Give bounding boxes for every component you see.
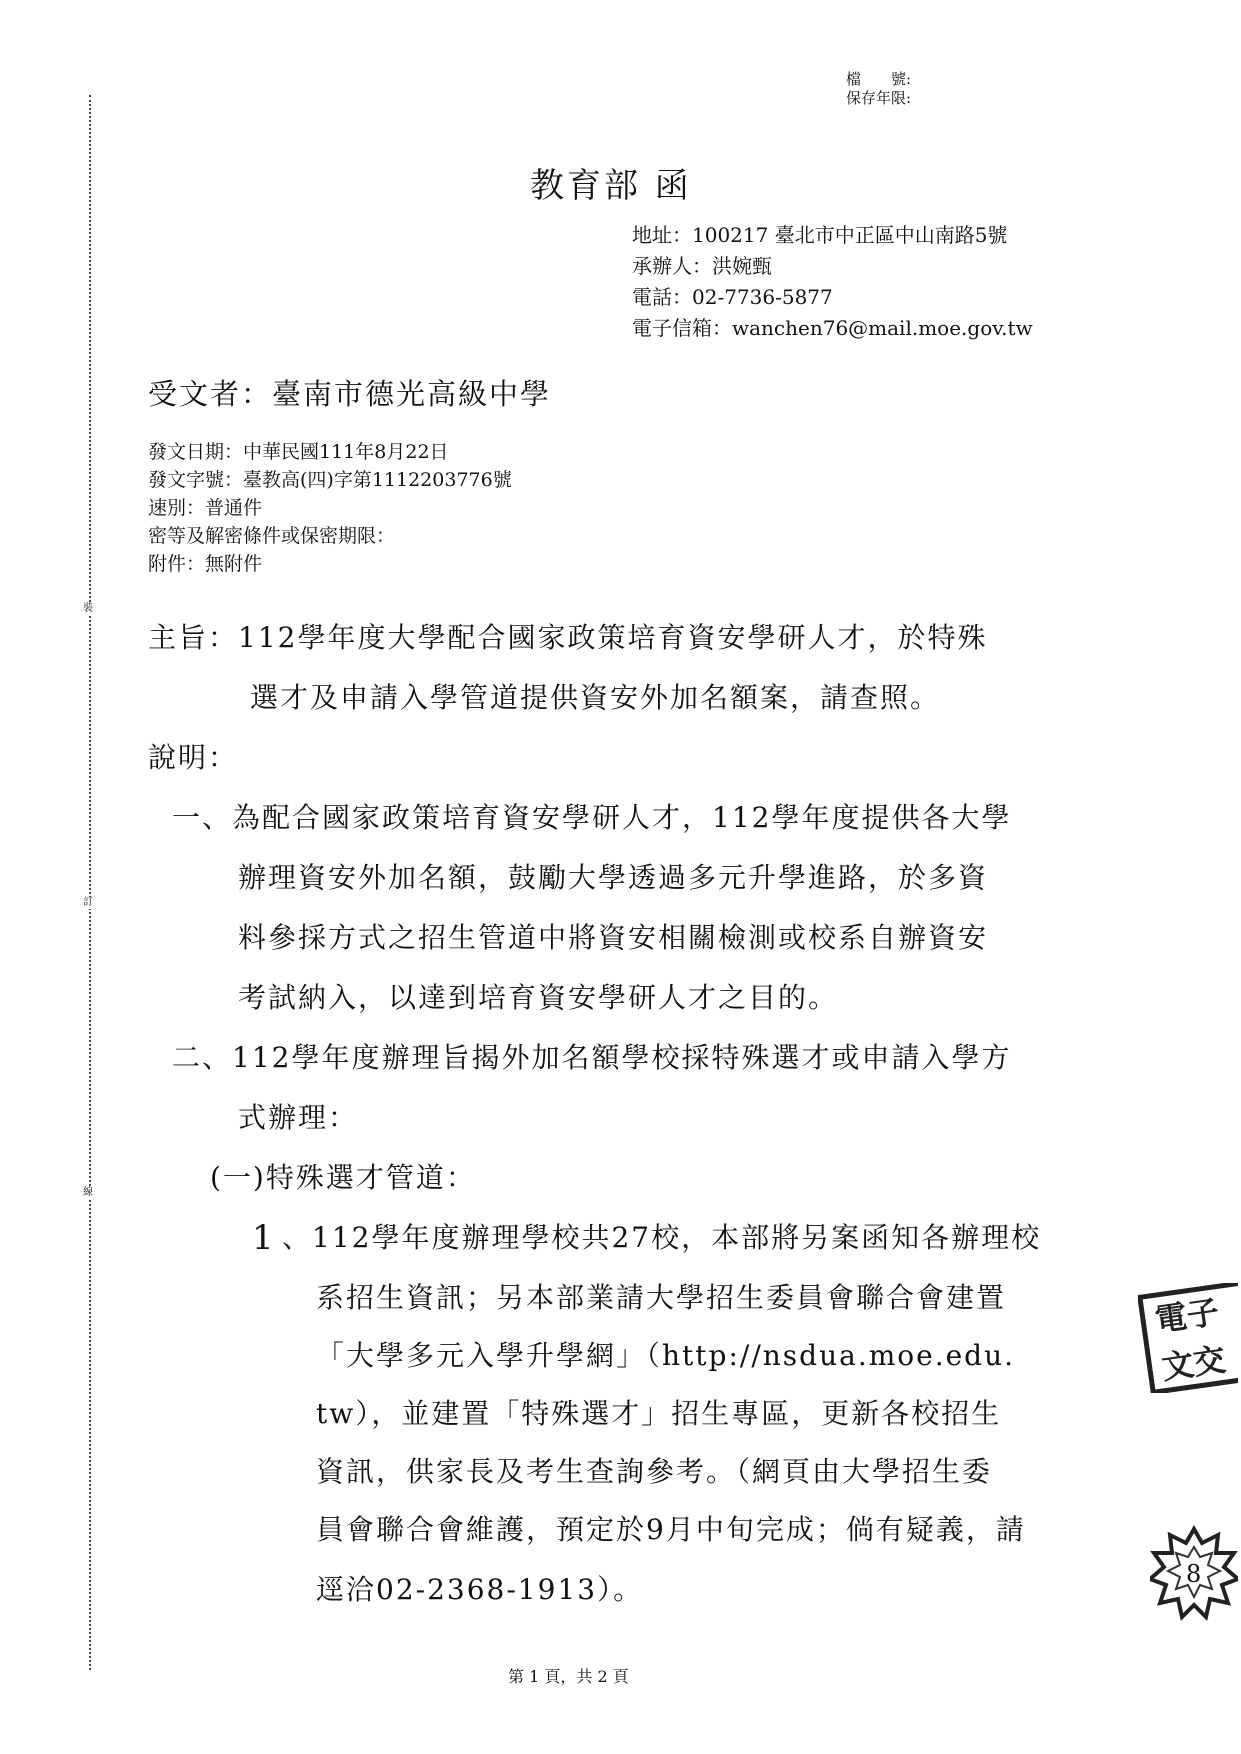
document-number: 發文字號：臺教高(四)字第1112203776號	[148, 469, 512, 491]
binding-mark-zhuang: 裝	[83, 603, 93, 614]
item-1-line-4: 考試納入，以達到培育資安學研人才之目的。	[238, 981, 839, 1014]
electronic-seal-stamp	[1138, 1283, 1238, 1393]
point-1-number: 1	[252, 1218, 276, 1258]
address: 地址：100217 臺北市中正區中山南路5號	[632, 223, 1008, 247]
contact-block	[632, 220, 1033, 344]
explanation-label: 說明：	[148, 741, 239, 774]
document-title: 教育部 函	[530, 166, 692, 206]
page-footer: 第 1 頁，共 2 頁	[508, 1667, 629, 1686]
point-1-line-4: tw），並建置「特殊選才」招生專區，更新各校招生	[316, 1397, 1002, 1430]
binding-line	[83, 95, 94, 1670]
phone: 電話：02-7736-5877	[632, 285, 833, 309]
point-1-line-6: 員會聯合會維護，預定於9月中旬完成；倘有疑義，請	[316, 1513, 1026, 1546]
svg-text:電子: 電子	[1152, 1292, 1222, 1340]
recipient: 受文者：臺南市德光高級中學	[148, 377, 552, 411]
page-mark: 8	[1186, 1560, 1202, 1588]
item-1-line-2: 辦理資安外加名額，鼓勵大學透過多元升學進路，於多資	[238, 861, 989, 894]
item-2-line-1: 二、112學年度辦理旨揭外加名額學校採特殊選才或申請入學方	[172, 1041, 1012, 1074]
speed-class: 速別：普通件	[148, 497, 263, 519]
email: 電子信箱：wanchen76@mail.moe.gov.tw	[632, 316, 1033, 340]
secrecy-level: 密等及解密條件或保密期限：	[148, 525, 396, 547]
point-1-line-3: 「大學多元入學升學網」（http://nsdua.moe.edu.	[316, 1339, 1016, 1372]
point-1-line-7: 逕洽02-2368-1913）。	[316, 1573, 644, 1606]
svg-text:文交: 文交	[1159, 1340, 1228, 1387]
sub-item-1-label: (一)特殊選才管道：	[210, 1161, 476, 1194]
binding-mark-ding: 訂	[83, 897, 93, 908]
item-1-line-1: 一、為配合國家政策培育資安學研人才，112學年度提供各大學	[172, 801, 1012, 834]
retention-period-label: 保存年限:	[846, 89, 912, 107]
binding-dotted-line	[89, 95, 91, 1670]
issue-date: 發文日期：中華民國111年8月22日	[148, 441, 449, 463]
point-1-line-2: 系招生資訊；另本部業請大學招生委員會聯合會建置	[316, 1281, 1007, 1314]
file-number-label: 檔 號:	[846, 70, 912, 88]
binding-mark-xian: 線	[83, 1187, 93, 1198]
item-2-line-2: 式辦理：	[238, 1101, 359, 1134]
item-1-line-3: 料參採方式之招生管道中將資安相關檢測或校系自辦資安	[238, 921, 989, 954]
point-1-line-5: 資訊，供家長及考生查詢參考。（網頁由大學招生委	[316, 1455, 993, 1488]
attachment: 附件：無附件	[148, 553, 263, 575]
subject-line-2: 選才及申請入學管道提供資安外加名額案，請查照。	[250, 681, 941, 714]
subject-line-1: 主旨：112學年度大學配合國家政策培育資安學研人才，於特殊	[148, 621, 988, 654]
point-1-line-1: 、112學年度辦理學校共27校，本部將另案函知各辦理校	[282, 1221, 1042, 1254]
handler: 承辦人：洪婉甄	[632, 254, 772, 278]
file-info	[846, 70, 911, 108]
document-meta	[148, 438, 512, 578]
